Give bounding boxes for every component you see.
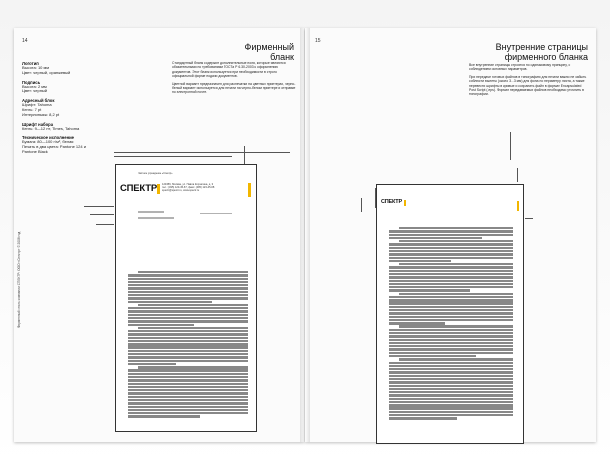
left-title-line2: бланк <box>270 52 294 62</box>
letterhead-body-text <box>128 271 248 421</box>
left-page-number: 14 <box>22 38 28 44</box>
letterhead-address <box>162 183 232 193</box>
book-spine <box>300 28 310 442</box>
logo-accent-bar <box>157 184 160 194</box>
address-line: 123456, Москва, ул. Павла Корчагина, д. 3 <box>162 183 214 186</box>
right-page-title <box>428 42 588 62</box>
right-paragraph-1: Все внутренние страницы строятся по одинаковому принципу, с соблюдением основных параметров. <box>469 63 571 72</box>
dimension-line <box>525 218 533 219</box>
left-paragraph-1: Стандартный бланк содержит дополнительные поля, которые являются обязательными по требованиям ГОСТа Р 6.30-2003 к оформлению документов. Этот бланк используется при необходимости в строго официальной форме подачи документов. <box>172 61 286 79</box>
spec-line: Бумага: 80—100 г/м², белая <box>22 139 74 145</box>
spec-heading: Подпись <box>22 79 41 85</box>
dimension-line <box>510 132 511 160</box>
form-field-line <box>138 211 164 213</box>
letterhead-company-line: Частное учреждение «Спектр» <box>138 172 173 175</box>
inner-logo-accent-bar <box>404 200 406 206</box>
letterhead-sheet <box>115 164 257 432</box>
spec-line: Кегль: 7 pt <box>22 106 42 112</box>
spec-line: Pantone Black <box>22 148 48 154</box>
spec-line: Шрифт: Tahoma <box>22 102 52 108</box>
spec-block-address <box>22 98 102 117</box>
right-description <box>469 63 589 97</box>
left-description <box>172 61 296 95</box>
right-title-line2: фирменного бланка <box>504 52 588 62</box>
spec-block-technical <box>22 135 102 154</box>
dimension-line <box>96 224 114 225</box>
left-spine-text: Фирменный стиль компании СПЕКТР: ООО «Спектр» © 2008 год <box>17 231 21 328</box>
dimension-line <box>114 152 290 153</box>
right-page <box>305 28 596 442</box>
spec-block-font <box>22 122 102 132</box>
letterhead-logo: СПЕКТР <box>120 183 157 194</box>
margin-marker <box>248 183 251 197</box>
spec-line: Цвет: черный <box>22 88 48 94</box>
spec-line: Высота: 10 мм <box>22 65 50 70</box>
form-field-line <box>200 213 232 215</box>
spec-line: Высота: 2 мм <box>22 83 47 89</box>
right-paragraph-2: При передаче готовых файлов в типографию для печати важно не забыть соблюсти вылеты (около 3...3 мм) для фона по периметру листа, а также перевести шрифты в кривые и сохранить файл в формат Encapsulated Post Script (.eps). Формат передаваемых файлов необходимо уточнить в типографии. <box>469 74 587 97</box>
spec-block-logo <box>22 61 102 76</box>
address-line: тел.: (495) 123-45-67, факс: (495) 123-45-68 <box>162 186 215 190</box>
dimension-line <box>114 156 232 157</box>
right-title-line1: Внутренние страницы <box>495 42 588 52</box>
spec-heading: Адресный блок <box>22 98 55 104</box>
form-field-line <box>138 217 174 219</box>
spec-line: Интерлиньяж: 8,2 pt <box>22 111 60 117</box>
left-page-title <box>154 42 294 62</box>
spec-line: Цвет: черный, оранжевый <box>22 69 71 75</box>
spec-line: Кегль: 9—12 пт, Times, Tahoma <box>22 125 80 131</box>
inner-body-text <box>389 227 513 433</box>
address-line: spectr@spectr.ru, www.spectr.ru <box>162 189 200 193</box>
spec-heading: Шрифт набора <box>22 121 54 127</box>
inner-logo: СПЕКТР <box>381 199 402 205</box>
inner-page-sheet <box>376 184 524 444</box>
left-title-line1: Фирменный <box>244 42 294 52</box>
dimension-line <box>517 168 518 182</box>
margin-marker <box>517 201 519 211</box>
dimension-line <box>84 206 114 207</box>
right-page-number: 15 <box>315 38 321 44</box>
spec-blocks <box>22 61 102 155</box>
dimension-line <box>361 198 362 212</box>
spec-heading: Логотип <box>22 61 39 66</box>
spec-block-signature <box>22 80 102 95</box>
left-paragraph-2: Цветной вариант предназначен для распечатки на цветных принтерах, черно-белый вариант используется для печати на черно-белом принтере и отправке по электронной почте. <box>172 81 296 95</box>
dimension-line <box>90 214 114 215</box>
spec-heading: Техническое исполнение <box>22 135 75 141</box>
spec-line: Печать в два цвета: Pantone 124 и <box>22 144 86 150</box>
left-page <box>14 28 304 442</box>
